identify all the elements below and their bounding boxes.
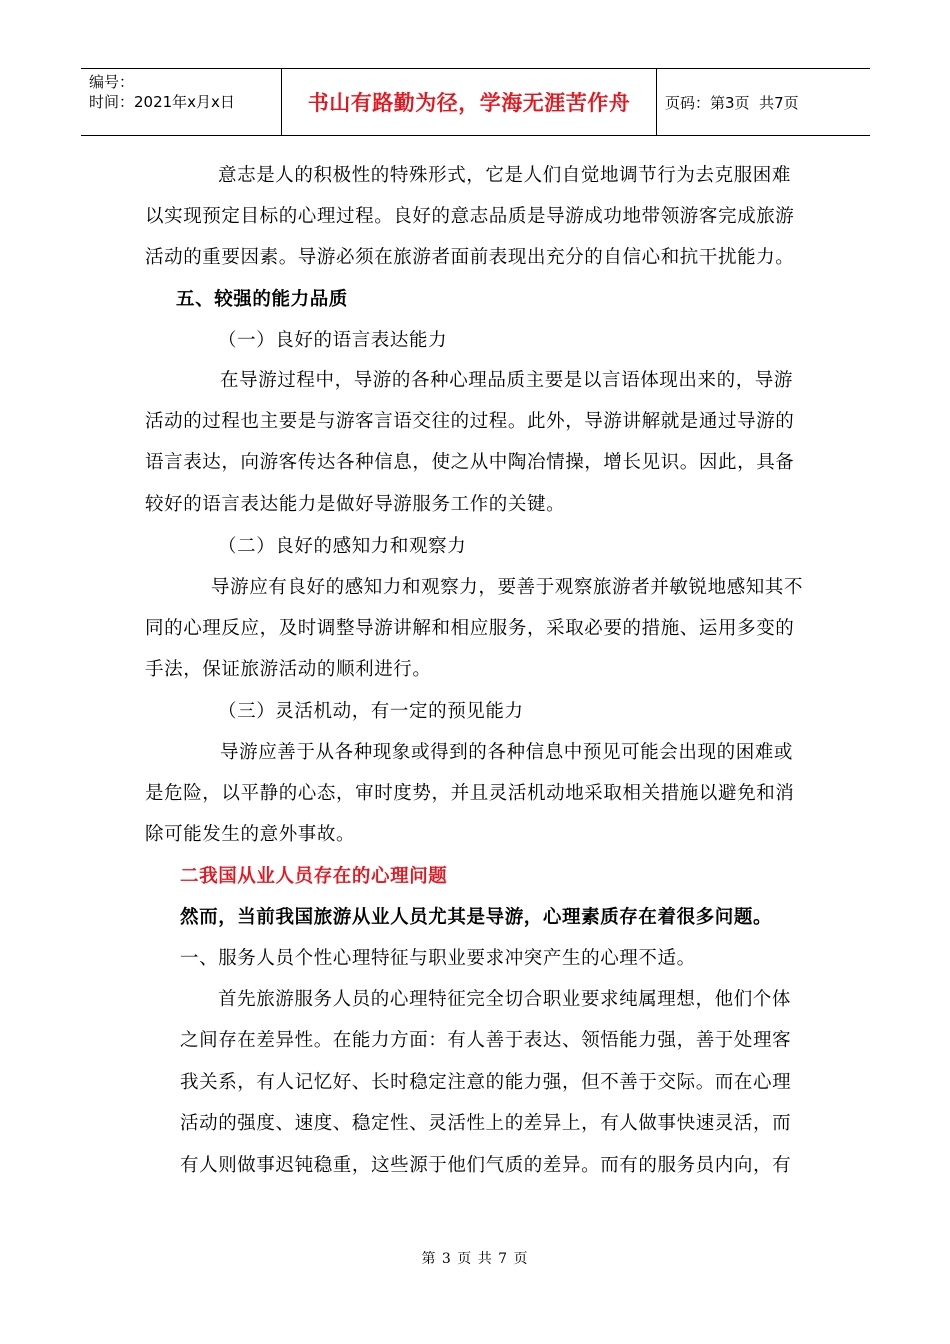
paragraph-line: 是危险，以平静的心态，审时度势，并且灵活机动地采取相关措施以避免和消 (145, 783, 795, 804)
paragraph-line: 同的心理反应，及时调整导游讲解和相应服务，采取必要的措施、运用多变的 (145, 618, 795, 639)
paragraph-line: 语言表达，向游客传达各种信息，使之从中陶冶情操，增长见识。因此，具备 (145, 452, 795, 473)
paragraph-line: 导游应有良好的感知力和观察力，要善于观察旅游者并敏锐地感知其不 (211, 577, 804, 598)
paragraph-line: 在导游过程中，导游的各种心理品质主要是以言语体现出来的，导游 (220, 370, 794, 391)
subsection-heading: （一）良好的语言表达能力 (218, 330, 448, 351)
header-motto: 书山有路勤为径，学海无涯苦作舟 (282, 69, 657, 135)
paragraph-line: 之间存在差异性。在能力方面：有人善于表达、领悟能力强，善于处理客 (180, 1030, 792, 1051)
paragraph-line: 除可能发生的意外事故。 (145, 824, 356, 845)
section-heading: 五、较强的能力品质 (176, 289, 348, 310)
chapter-heading: 二我国从业人员存在的心理问题 (180, 866, 448, 887)
page-header-table (81, 68, 870, 136)
page-footer: 第 3 页 共 7 页 (421, 1251, 529, 1267)
subsection-heading: （三）灵活机动，有一定的预见能力 (218, 701, 524, 722)
paragraph-line: 活动的过程也主要是与游客言语交往的过程。此外，导游讲解就是通过导游的 (145, 411, 795, 432)
subsection-heading: 一、服务人员个性心理特征与职业要求冲突产生的心理不适。 (180, 948, 696, 969)
paragraph-line: 首先旅游服务人员的心理特征完全切合职业要求纯属理想，他们个体 (218, 989, 792, 1010)
paragraph-line: 意志是人的积极性的特殊形式，它是人们自觉地调节行为去克服困难 (218, 165, 792, 186)
subsection-heading: （二）良好的感知力和观察力 (218, 536, 467, 557)
paragraph-line: 活动的强度、速度、稳定性、灵活性上的差异上，有人做事快速灵活，而 (180, 1113, 792, 1134)
header-page-info: 页码：第3页 共7页 (665, 93, 799, 112)
paragraph-line: 以实现预定目标的心理过程。良好的意志品质是导游成功地带领游客完成旅游 (145, 206, 795, 227)
paragraph-line: 导游应善于从各种现象或得到的各种信息中预见可能会出现的困难或 (220, 742, 794, 763)
paragraph-line: 我关系，有人记忆好、长时稳定注意的能力强，但不善于交际。而在心理 (180, 1072, 792, 1093)
paragraph-line: 有人则做事迟钝稳重，这些源于他们气质的差异。而有的服务员内向，有 (180, 1155, 792, 1176)
header-right-cell (657, 69, 870, 135)
paragraph-line: 手法，保证旅游活动的顺利进行。 (145, 659, 432, 680)
paragraph-line: 活动的重要因素。导游必须在旅游者面前表现出充分的自信心和抗干扰能力。 (145, 247, 795, 268)
date-label: 时间：2021年x月x日 (89, 93, 235, 111)
bold-statement: 然而，当前我国旅游从业人员尤其是导游，心理素质存在着很多问题。 (180, 907, 773, 928)
serial-number-label: 编号： (89, 73, 135, 91)
paragraph-line: 较好的语言表达能力是做好导游服务工作的关键。 (145, 494, 566, 515)
header-left-cell (81, 69, 282, 135)
